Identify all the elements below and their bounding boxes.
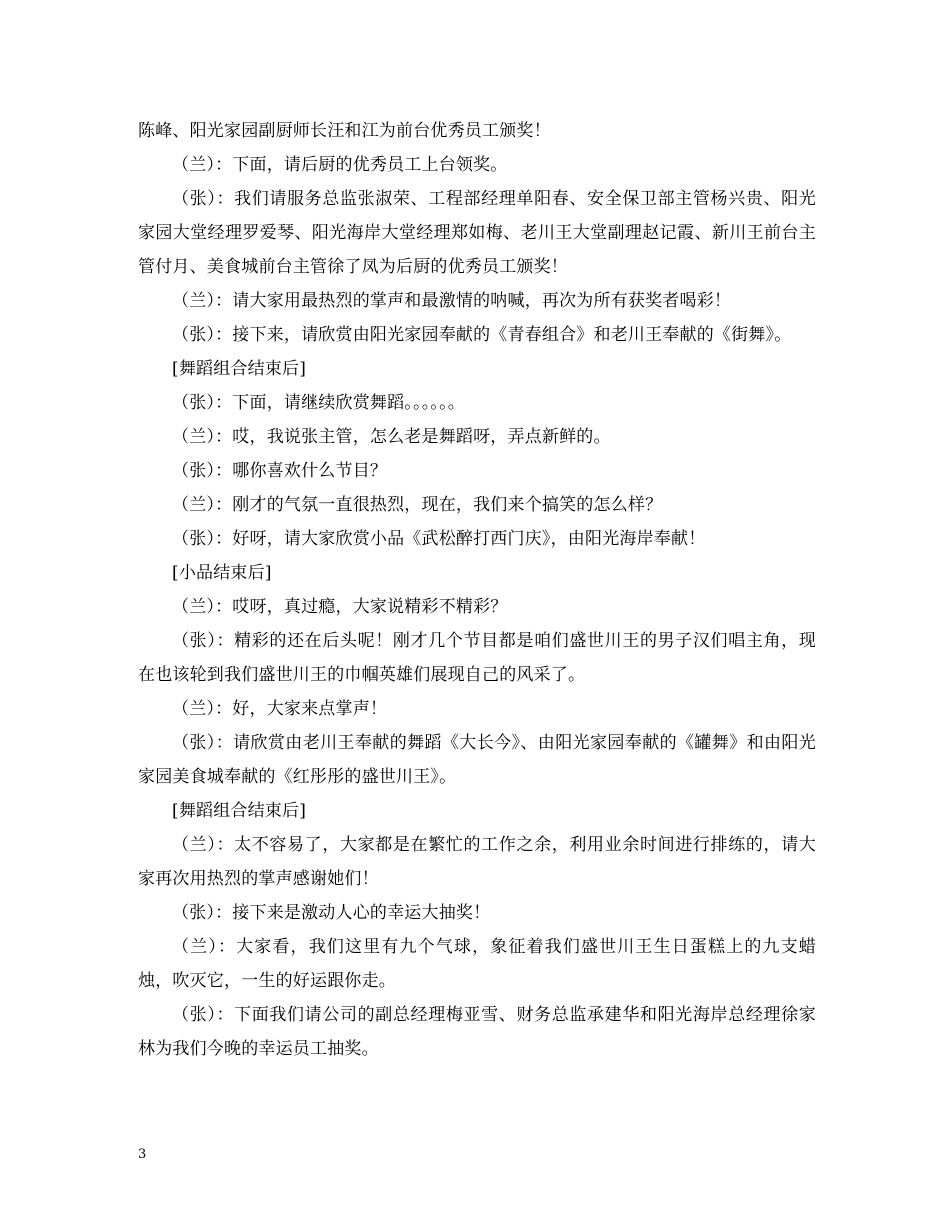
stage-direction: [小品结束后]	[172, 563, 272, 583]
paragraph: （张）：好呀，请大家欣赏小品《武松醉打西门庆》，由阳光海岸奉献！	[172, 529, 706, 549]
stage-direction: [舞蹈组合结束后]	[172, 801, 307, 821]
page-body	[138, 114, 816, 1066]
paragraph: （张）：哪你喜欢什么节目？	[172, 461, 388, 481]
paragraph: （张）：精彩的还在后头呢！刚才几个节目都是咱们盛世川王的男子汉们唱主角，现在也该轮到我们盛世川王的巾帼英雄们展现自己的风采了。	[138, 631, 816, 685]
paragraph: （张）：请欣赏由老川王奉献的舞蹈《大长今》、由阳光家园奉献的《罐舞》和由阳光家园美食城奉献的《红彤彤的盛世川王》。	[138, 733, 816, 787]
paragraph: （兰）：请大家用最热烈的掌声和最激情的呐喊，再次为所有获奖者喝彩！	[172, 291, 732, 311]
paragraph: （兰）：下面，请后厨的优秀员工上台领奖。	[172, 155, 508, 175]
paragraph: （兰）：好，大家来点掌声！	[172, 699, 388, 719]
paragraph: （张）：下面，请继续欣赏舞蹈。。。。。。	[172, 393, 465, 413]
page-number: 3	[138, 1147, 147, 1162]
paragraph: （兰）：大家看，我们这里有九个气球，象征着我们盛世川王生日蛋糕上的九支蜡烛，吹灭它，一生的好运跟你走。	[138, 937, 816, 991]
paragraph: 陈峰、阳光家园副厨师长汪和江为前台优秀员工颁奖！	[138, 121, 551, 141]
paragraph: （兰）：哎，我说张主管，怎么老是舞蹈呀，弄点新鲜的。	[172, 427, 611, 447]
paragraph: （兰）：刚才的气氛一直很热烈，现在，我们来个搞笑的怎么样？	[172, 495, 663, 515]
stage-direction: [舞蹈组合结束后]	[172, 359, 307, 379]
paragraph: （张）：下面我们请公司的副总经理梅亚雪、财务总监承建华和阳光海岸总经理徐家林为我们今晚的幸运员工抽奖。	[138, 1005, 816, 1059]
paragraph: （张）：我们请服务总监张淑荣、工程部经理单阳春、安全保卫部主管杨兴贵、阳光家园大堂经理罗爱琴、阳光海岸大堂经理郑如梅、老川王大堂副理赵记霞、新川王前台主管付月、美食城前台主管徐了凤为后厨的优秀员工颁奖！	[138, 189, 816, 277]
paragraph: （兰）：哎呀，真过瘾，大家说精彩不精彩？	[172, 597, 508, 617]
paragraph: （兰）：太不容易了，大家都是在繁忙的工作之余，利用业余时间进行排练的，请大家再次用热烈的掌声感谢她们！	[138, 835, 816, 889]
paragraph: （张）：接下来是激动人心的幸运大抽奖！	[172, 903, 491, 923]
paragraph: （张）：接下来，请欣赏由阳光家园奉献的《青春组合》和老川王奉献的《街舞》。	[172, 325, 792, 345]
